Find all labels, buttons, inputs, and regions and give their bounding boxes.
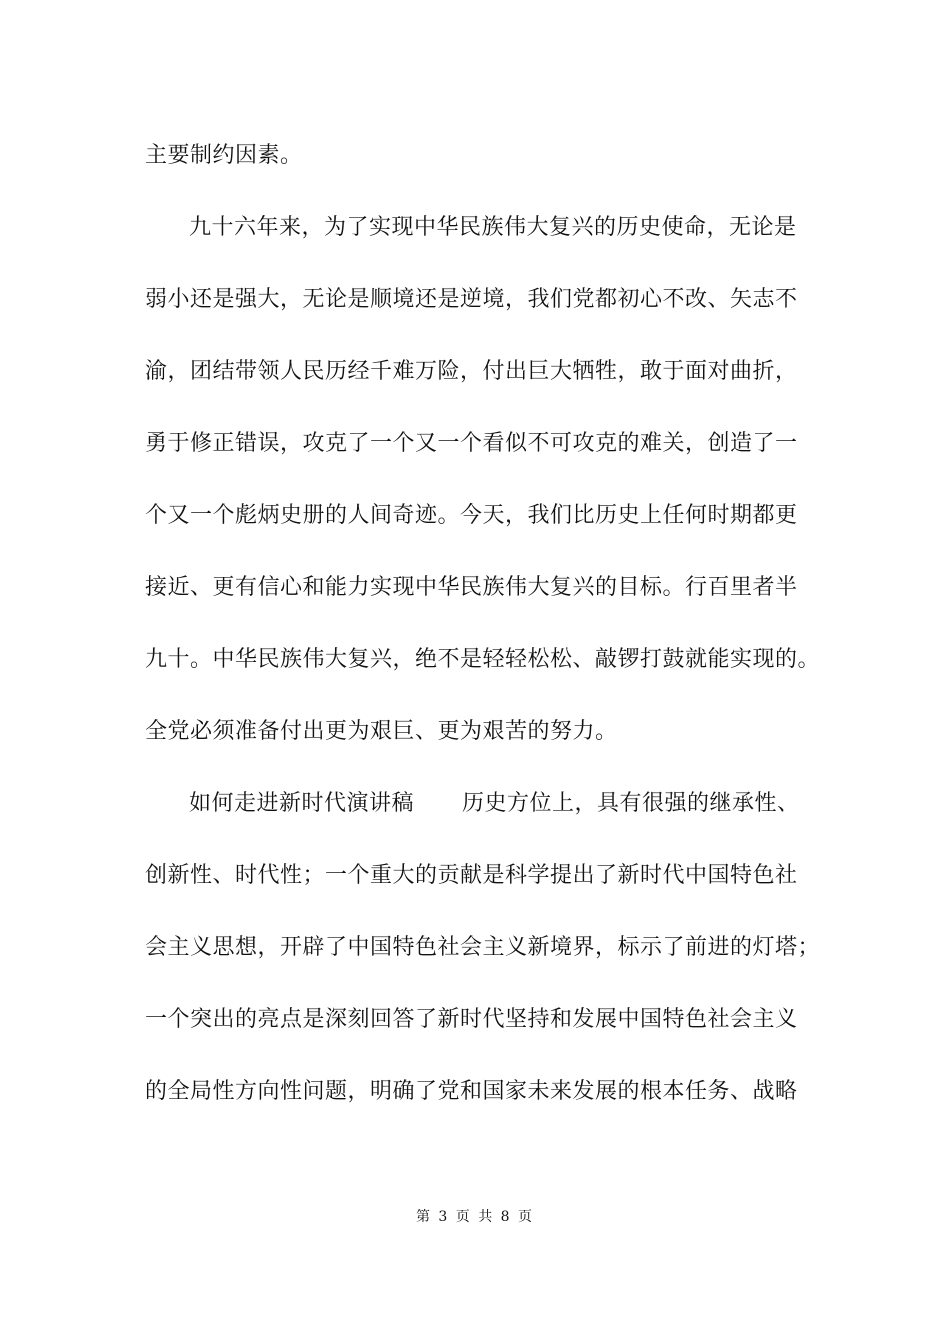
paragraph-line: 会主义思想，开辟了中国特色社会主义新境界，标示了前进的灯塔； — [145, 935, 821, 960]
paragraph-line: 九十六年来，为了实现中华民族伟大复兴的历史使命，无论是 — [189, 215, 797, 240]
paragraph-line: 一个突出的亮点是深刻回答了新时代坚持和发展中国特色社会主义 — [145, 1007, 798, 1032]
paragraph-line: 九十。中华民族伟大复兴，绝不是轻轻松松、敲锣打鼓就能实现的。 — [145, 647, 821, 672]
paragraph-text: 历史方位上，具有很强的继承性、 — [462, 791, 800, 816]
speech-title: 如何走进新时代演讲稿 — [189, 791, 415, 816]
paragraph-line: 勇于修正错误，攻克了一个又一个看似不可攻克的难关，创造了一 — [145, 431, 798, 456]
paragraph-line: 全党必须准备付出更为艰巨、更为艰苦的努力。 — [145, 719, 618, 744]
paragraph-line: 主要制约因素。 — [145, 143, 303, 168]
paragraph-line — [189, 789, 800, 819]
paragraph-line: 渝，团结带领人民历经千难万险，付出巨大牺牲，敢于面对曲折， — [145, 359, 798, 384]
page-number-label: 第 3 页 共 8 页 — [415, 1209, 535, 1225]
paragraph-line: 弱小还是强大，无论是顺境还是逆境，我们党都初心不改、矢志不 — [145, 287, 798, 312]
paragraph-line: 个又一个彪炳史册的人间奇迹。今天，我们比历史上任何时期都更 — [145, 503, 798, 528]
paragraph-line: 接近、更有信心和能力实现中华民族伟大复兴的目标。行百里者半 — [145, 575, 798, 600]
paragraph-line: 的全局性方向性问题，明确了党和国家未来发展的根本任务、战略 — [145, 1079, 798, 1104]
page-footer — [0, 1208, 950, 1226]
paragraph-line: 创新性、时代性；一个重大的贡献是科学提出了新时代中国特色社 — [145, 863, 798, 888]
